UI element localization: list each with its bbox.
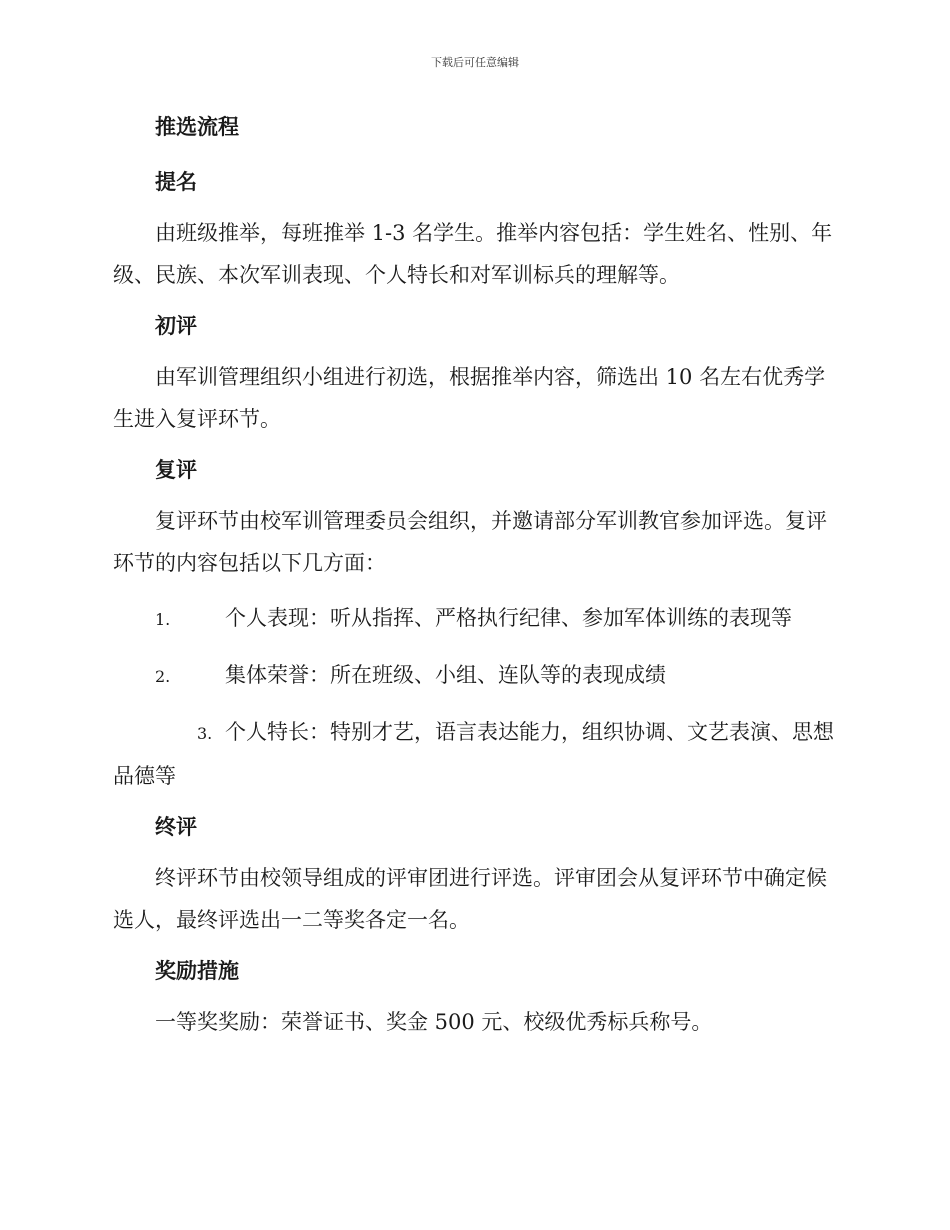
document-body: [113, 110, 835, 1043]
page-header-note: 下载后可任意编辑: [431, 56, 519, 69]
list-item: [113, 711, 835, 797]
list-number: 1.: [155, 610, 171, 629]
heading-preliminary-review: 初评: [155, 313, 197, 338]
list-item: [113, 597, 835, 641]
heading-nomination: 提名: [155, 169, 197, 194]
list-text: 个人特长：特别才艺，语言表达能力，组织协调、文艺表演、思想品德等: [113, 720, 834, 788]
paragraph-nomination: 由班级推举，每班推举 1-3 名学生。推举内容包括：学生姓名、性别、年级、民族、本次军训表现、个人特长和对军训标兵的理解等。: [113, 221, 833, 287]
list-number: 3.: [197, 724, 213, 743]
list-number: 2.: [155, 667, 171, 686]
heading-final-review: 终评: [155, 814, 197, 839]
list-text: 个人表现：听从指挥、严格执行纪律、参加军体训练的表现等: [225, 606, 792, 630]
paragraph-rewards: 一等奖奖励：荣誉证书、奖金 500 元、校级优秀标兵称号。: [155, 1010, 713, 1034]
paragraph-second-review: 复评环节由校军训管理委员会组织，并邀请部分军训教官参加评选。复评环节的内容包括以下几方面：: [113, 509, 827, 575]
paragraph-preliminary-review: 由军训管理组织小组进行初选，根据推举内容，筛选出 10 名左右优秀学生进入复评环节。: [113, 365, 826, 431]
heading-second-review: 复评: [155, 457, 197, 482]
list-item: [113, 654, 835, 698]
section-title: 推选流程: [155, 114, 239, 139]
paragraph-final-review: 终评环节由校领导组成的评审团进行评选。评审团会从复评环节中确定候选人，最终评选出一二等奖各定一名。: [113, 866, 827, 932]
list-text: 集体荣誉：所在班级、小组、连队等的表现成绩: [225, 663, 666, 687]
heading-rewards: 奖励措施: [155, 958, 239, 983]
